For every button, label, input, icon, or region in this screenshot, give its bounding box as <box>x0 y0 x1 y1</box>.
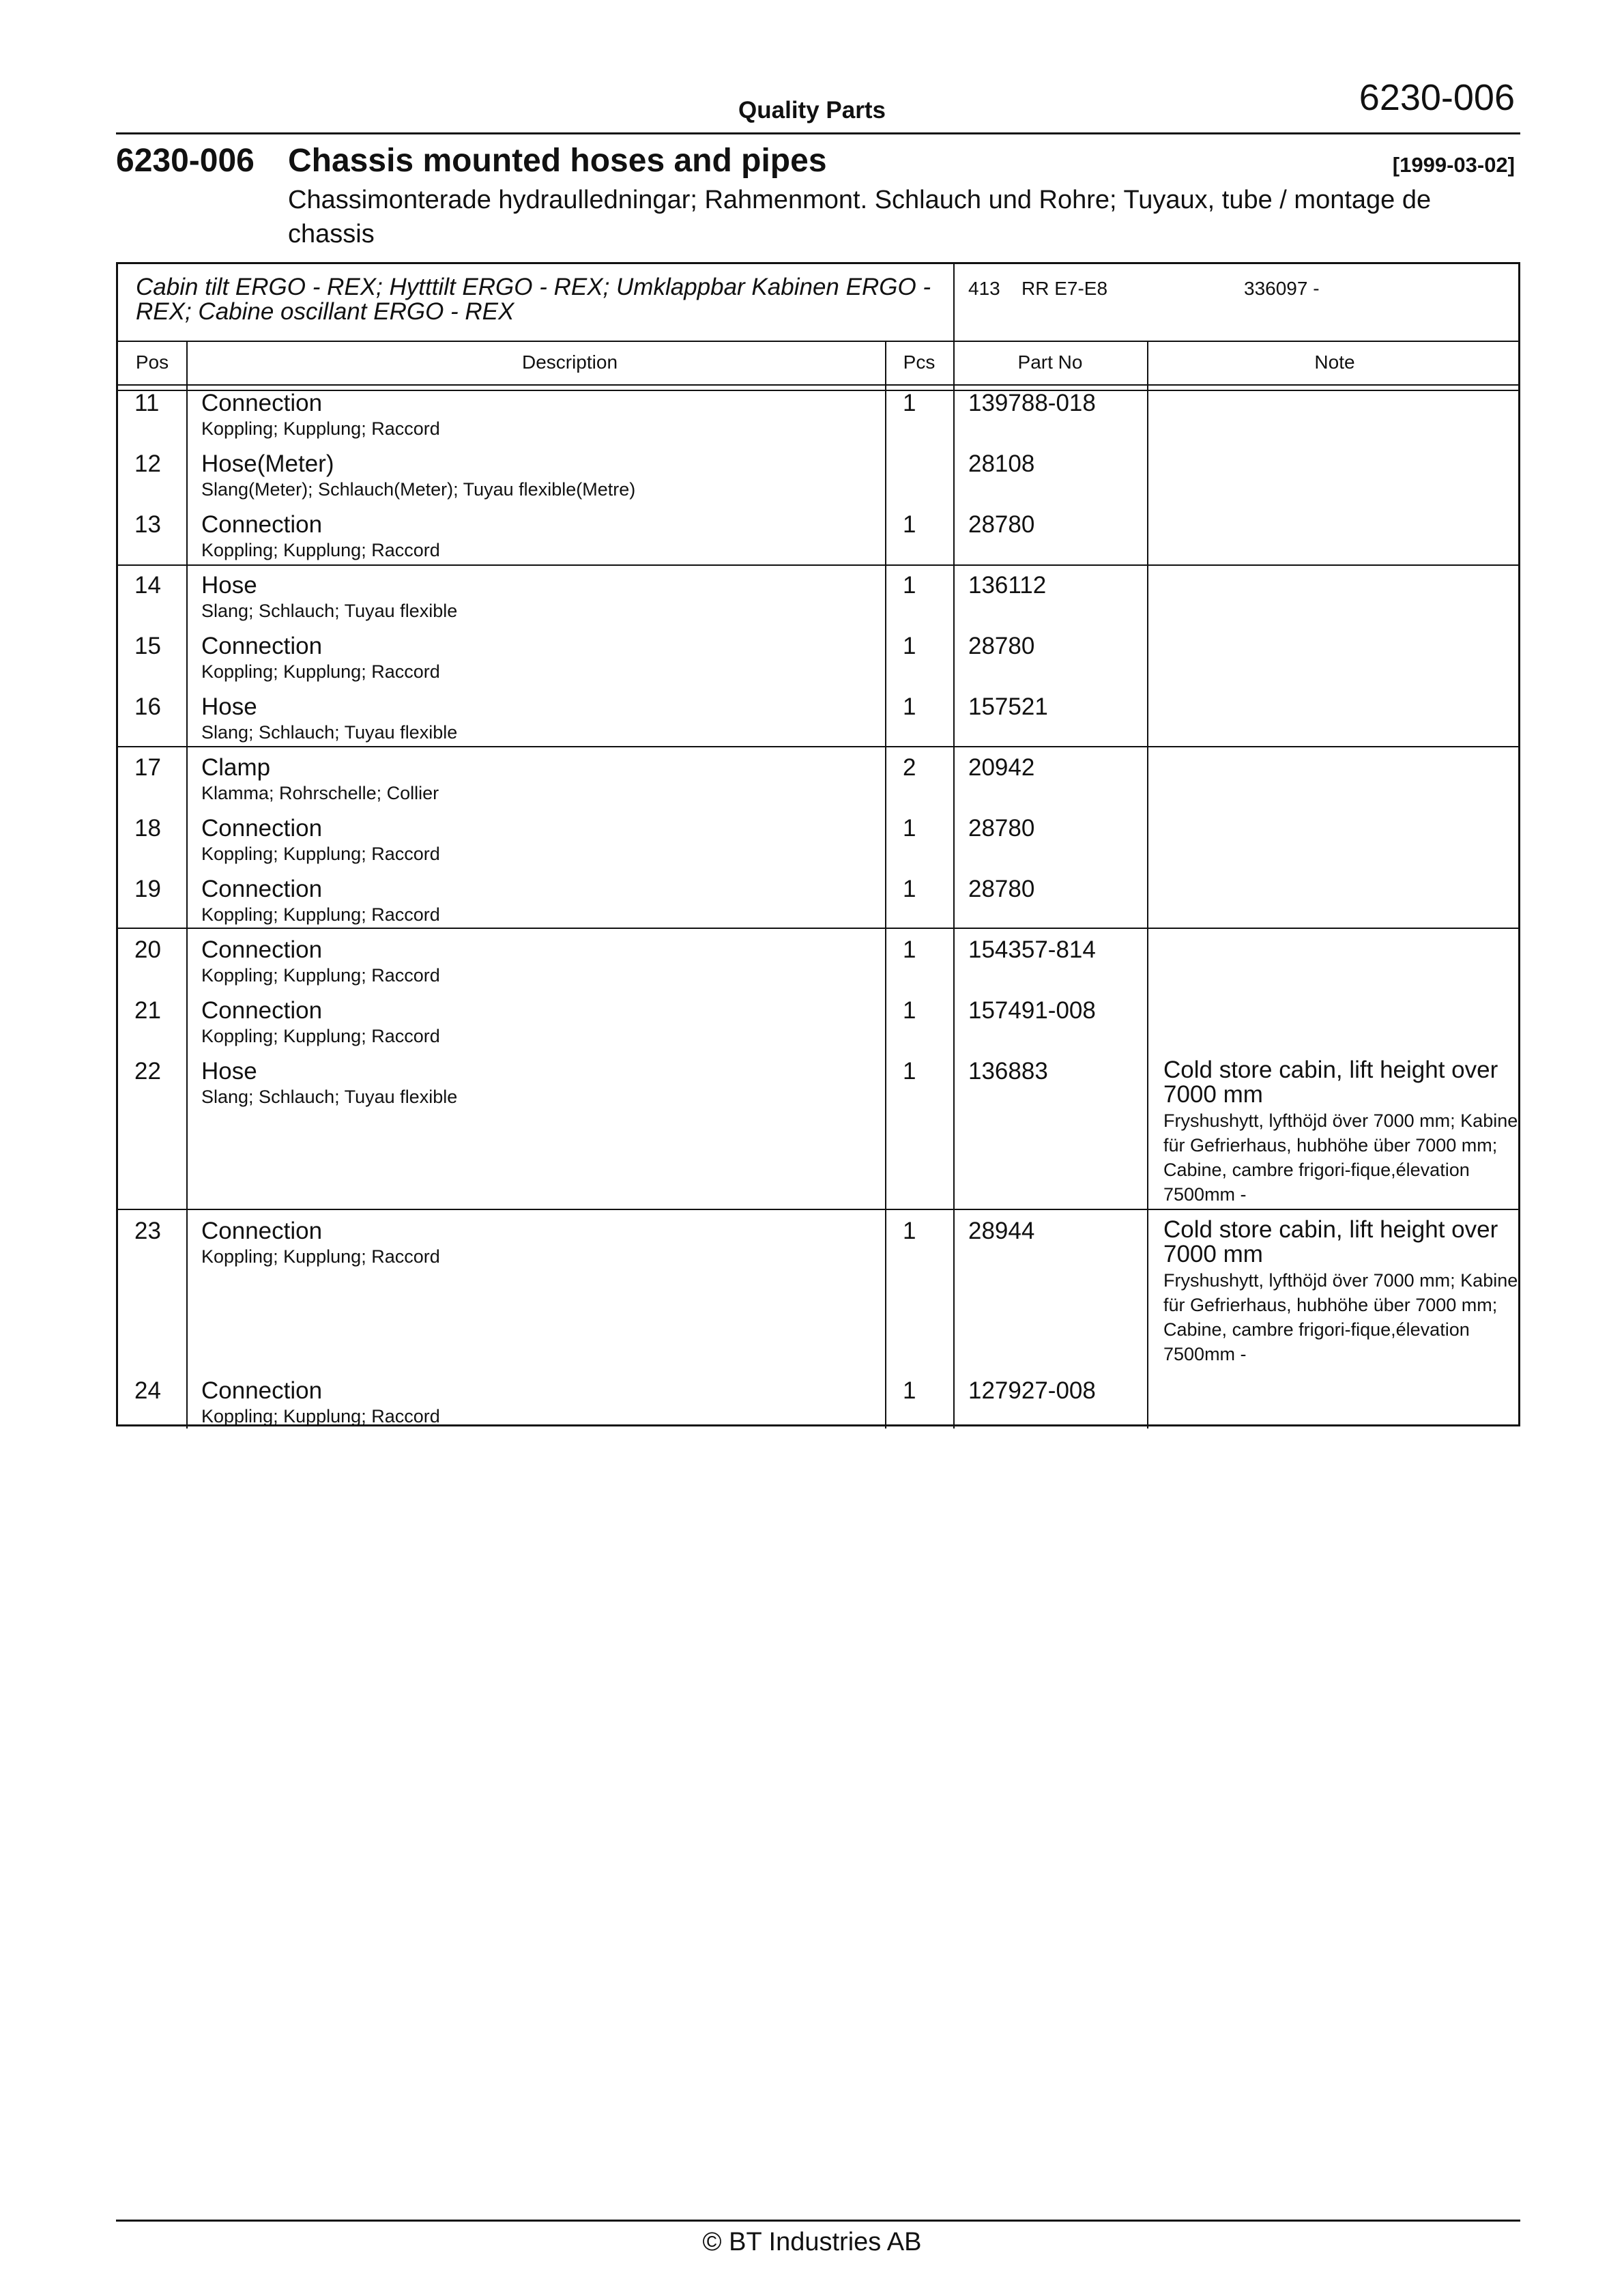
header-divider <box>116 132 1520 134</box>
row-description-translations: Koppling; Kupplung; Raccord <box>201 904 440 925</box>
assembly-page: 413 <box>968 278 1000 299</box>
row-part-no: 136883 <box>968 1058 1048 1085</box>
parts-table <box>116 262 1520 1426</box>
row-pos: 16 <box>134 693 161 720</box>
row-note: Cold store cabin, lift height over 7000 mm <box>1163 1216 1498 1267</box>
row-part-no: 28780 <box>968 876 1035 902</box>
group-separator <box>118 746 1518 747</box>
row-part-no: 20942 <box>968 754 1035 781</box>
row-part-no: 28944 <box>968 1218 1035 1244</box>
row-description-translations: Slang; Schlauch; Tuyau flexible <box>201 601 458 621</box>
section-subtitle: Chassimonterade hydraulledningar; Rahmenmont. Schlauch und Rohre; Tuyaux, tube / montage de chassis <box>288 186 1432 248</box>
row-description-translations: Koppling; Kupplung; Raccord <box>201 844 440 864</box>
row-pos: 23 <box>134 1218 161 1244</box>
row-pos: 17 <box>134 754 161 781</box>
group-separator <box>118 564 1518 566</box>
row-description: Connection <box>201 876 323 902</box>
row-pos: 18 <box>134 815 161 842</box>
row-description-translations: Slang(Meter); Schlauch(Meter); Tuyau flexible(Metre) <box>201 479 636 500</box>
group-separator <box>118 928 1518 929</box>
col-divider <box>186 341 188 1429</box>
row-pcs: 1 <box>903 997 916 1024</box>
row-pcs: 1 <box>903 1058 916 1085</box>
row-pcs: 1 <box>903 876 916 902</box>
row-part-no: 127927-008 <box>968 1377 1096 1404</box>
row-description: Connection <box>201 1218 323 1244</box>
row-pos: 11 <box>134 390 160 416</box>
col-head-part-no: Part No <box>1017 351 1083 373</box>
row-part-no: 157521 <box>968 693 1048 720</box>
row-description: Connection <box>201 1377 323 1404</box>
col-head-note: Note <box>1314 351 1355 373</box>
assembly-name: Cabin tilt ERGO - REX; Hytttilt ERGO - REX; Umklappbar Kabinen ERGO - REX; Cabine oscillant ERGO - REX <box>136 274 931 325</box>
table-rule <box>118 390 1518 391</box>
row-part-no: 28780 <box>968 815 1035 842</box>
footer-divider <box>116 2220 1520 2222</box>
footer-copyright: © BT Industries AB <box>702 2228 922 2256</box>
row-description: Hose(Meter) <box>201 450 334 477</box>
header-page-code: 6230-006 <box>1359 77 1515 118</box>
row-description: Connection <box>201 815 323 842</box>
row-pcs: 2 <box>903 754 916 781</box>
row-description-translations: Koppling; Kupplung; Raccord <box>201 540 440 560</box>
row-pos: 22 <box>134 1058 161 1085</box>
row-description-translations: Koppling; Kupplung; Raccord <box>201 418 440 439</box>
col-head-pos: Pos <box>135 351 169 373</box>
section-code: 6230-006 <box>116 143 255 179</box>
row-pos: 15 <box>134 633 161 659</box>
assembly-ref: RR E7-E8 <box>1021 278 1108 299</box>
row-pcs: 1 <box>903 572 916 599</box>
row-part-no: 139788-018 <box>968 390 1096 416</box>
row-pcs: 1 <box>903 633 916 659</box>
row-pcs: 1 <box>903 511 916 538</box>
section-title: Chassis mounted hoses and pipes <box>288 143 827 179</box>
row-description: Connection <box>201 633 323 659</box>
row-pcs: 1 <box>903 1218 916 1244</box>
row-pos: 21 <box>134 997 161 1024</box>
row-description: Connection <box>201 390 323 416</box>
group-separator <box>118 1209 1518 1210</box>
row-pos: 14 <box>134 572 161 599</box>
row-pcs: 1 <box>903 936 916 963</box>
col-divider <box>1147 341 1148 1429</box>
section-date: [1999-03-02] <box>1392 153 1515 177</box>
table-rule <box>118 384 1518 386</box>
row-description-translations: Koppling; Kupplung; Raccord <box>201 1026 440 1046</box>
row-pcs: 1 <box>903 390 916 416</box>
row-pos: 13 <box>134 511 161 538</box>
assembly-serial: 336097 - <box>1244 278 1320 299</box>
row-pcs: 1 <box>903 1377 916 1404</box>
row-description-translations: Koppling; Kupplung; Raccord <box>201 965 440 986</box>
row-description-translations: Klamma; Rohrschelle; Collier <box>201 783 439 803</box>
row-description: Hose <box>201 693 257 720</box>
row-pos: 19 <box>134 876 161 902</box>
col-divider <box>953 264 955 1429</box>
row-note-translations: Fryshushytt, lyfthöjd över 7000 mm; Kabine für Gefrierhaus, hubhöhe über 7000 mm; Cabine, cambre frigori-fique,élevation 7500mm - <box>1163 1110 1518 1205</box>
col-divider <box>885 341 886 1429</box>
row-description: Hose <box>201 1058 257 1085</box>
row-pcs: 1 <box>903 815 916 842</box>
row-pos: 24 <box>134 1377 161 1404</box>
row-part-no: 28780 <box>968 633 1035 659</box>
row-description-translations: Slang; Schlauch; Tuyau flexible <box>201 722 458 743</box>
header-title: Quality Parts <box>738 97 886 124</box>
row-description-translations: Koppling; Kupplung; Raccord <box>201 1246 440 1267</box>
col-head-pcs: Pcs <box>903 351 936 373</box>
row-note: Cold store cabin, lift height over 7000 mm <box>1163 1057 1498 1108</box>
row-pos: 12 <box>134 450 161 477</box>
row-description: Hose <box>201 572 257 599</box>
row-part-no: 136112 <box>968 572 1047 599</box>
row-description: Connection <box>201 511 323 538</box>
row-part-no: 28108 <box>968 450 1035 477</box>
row-note-translations: Fryshushytt, lyfthöjd över 7000 mm; Kabine für Gefrierhaus, hubhöhe über 7000 mm; Cabine, cambre frigori-fique,élevation 7500mm - <box>1163 1270 1518 1364</box>
row-description: Connection <box>201 997 323 1024</box>
col-head-description: Description <box>521 351 618 373</box>
row-part-no: 28780 <box>968 511 1035 538</box>
row-pos: 20 <box>134 936 161 963</box>
row-description: Connection <box>201 936 323 963</box>
row-description-translations: Koppling; Kupplung; Raccord <box>201 661 440 682</box>
row-description-translations: Koppling; Kupplung; Raccord <box>201 1406 440 1426</box>
row-pcs: 1 <box>903 693 916 720</box>
row-description-translations: Slang; Schlauch; Tuyau flexible <box>201 1087 458 1107</box>
row-description: Clamp <box>201 754 271 781</box>
row-part-no: 157491-008 <box>968 997 1096 1024</box>
table-rule <box>118 341 1518 342</box>
row-part-no: 154357-814 <box>968 936 1096 963</box>
